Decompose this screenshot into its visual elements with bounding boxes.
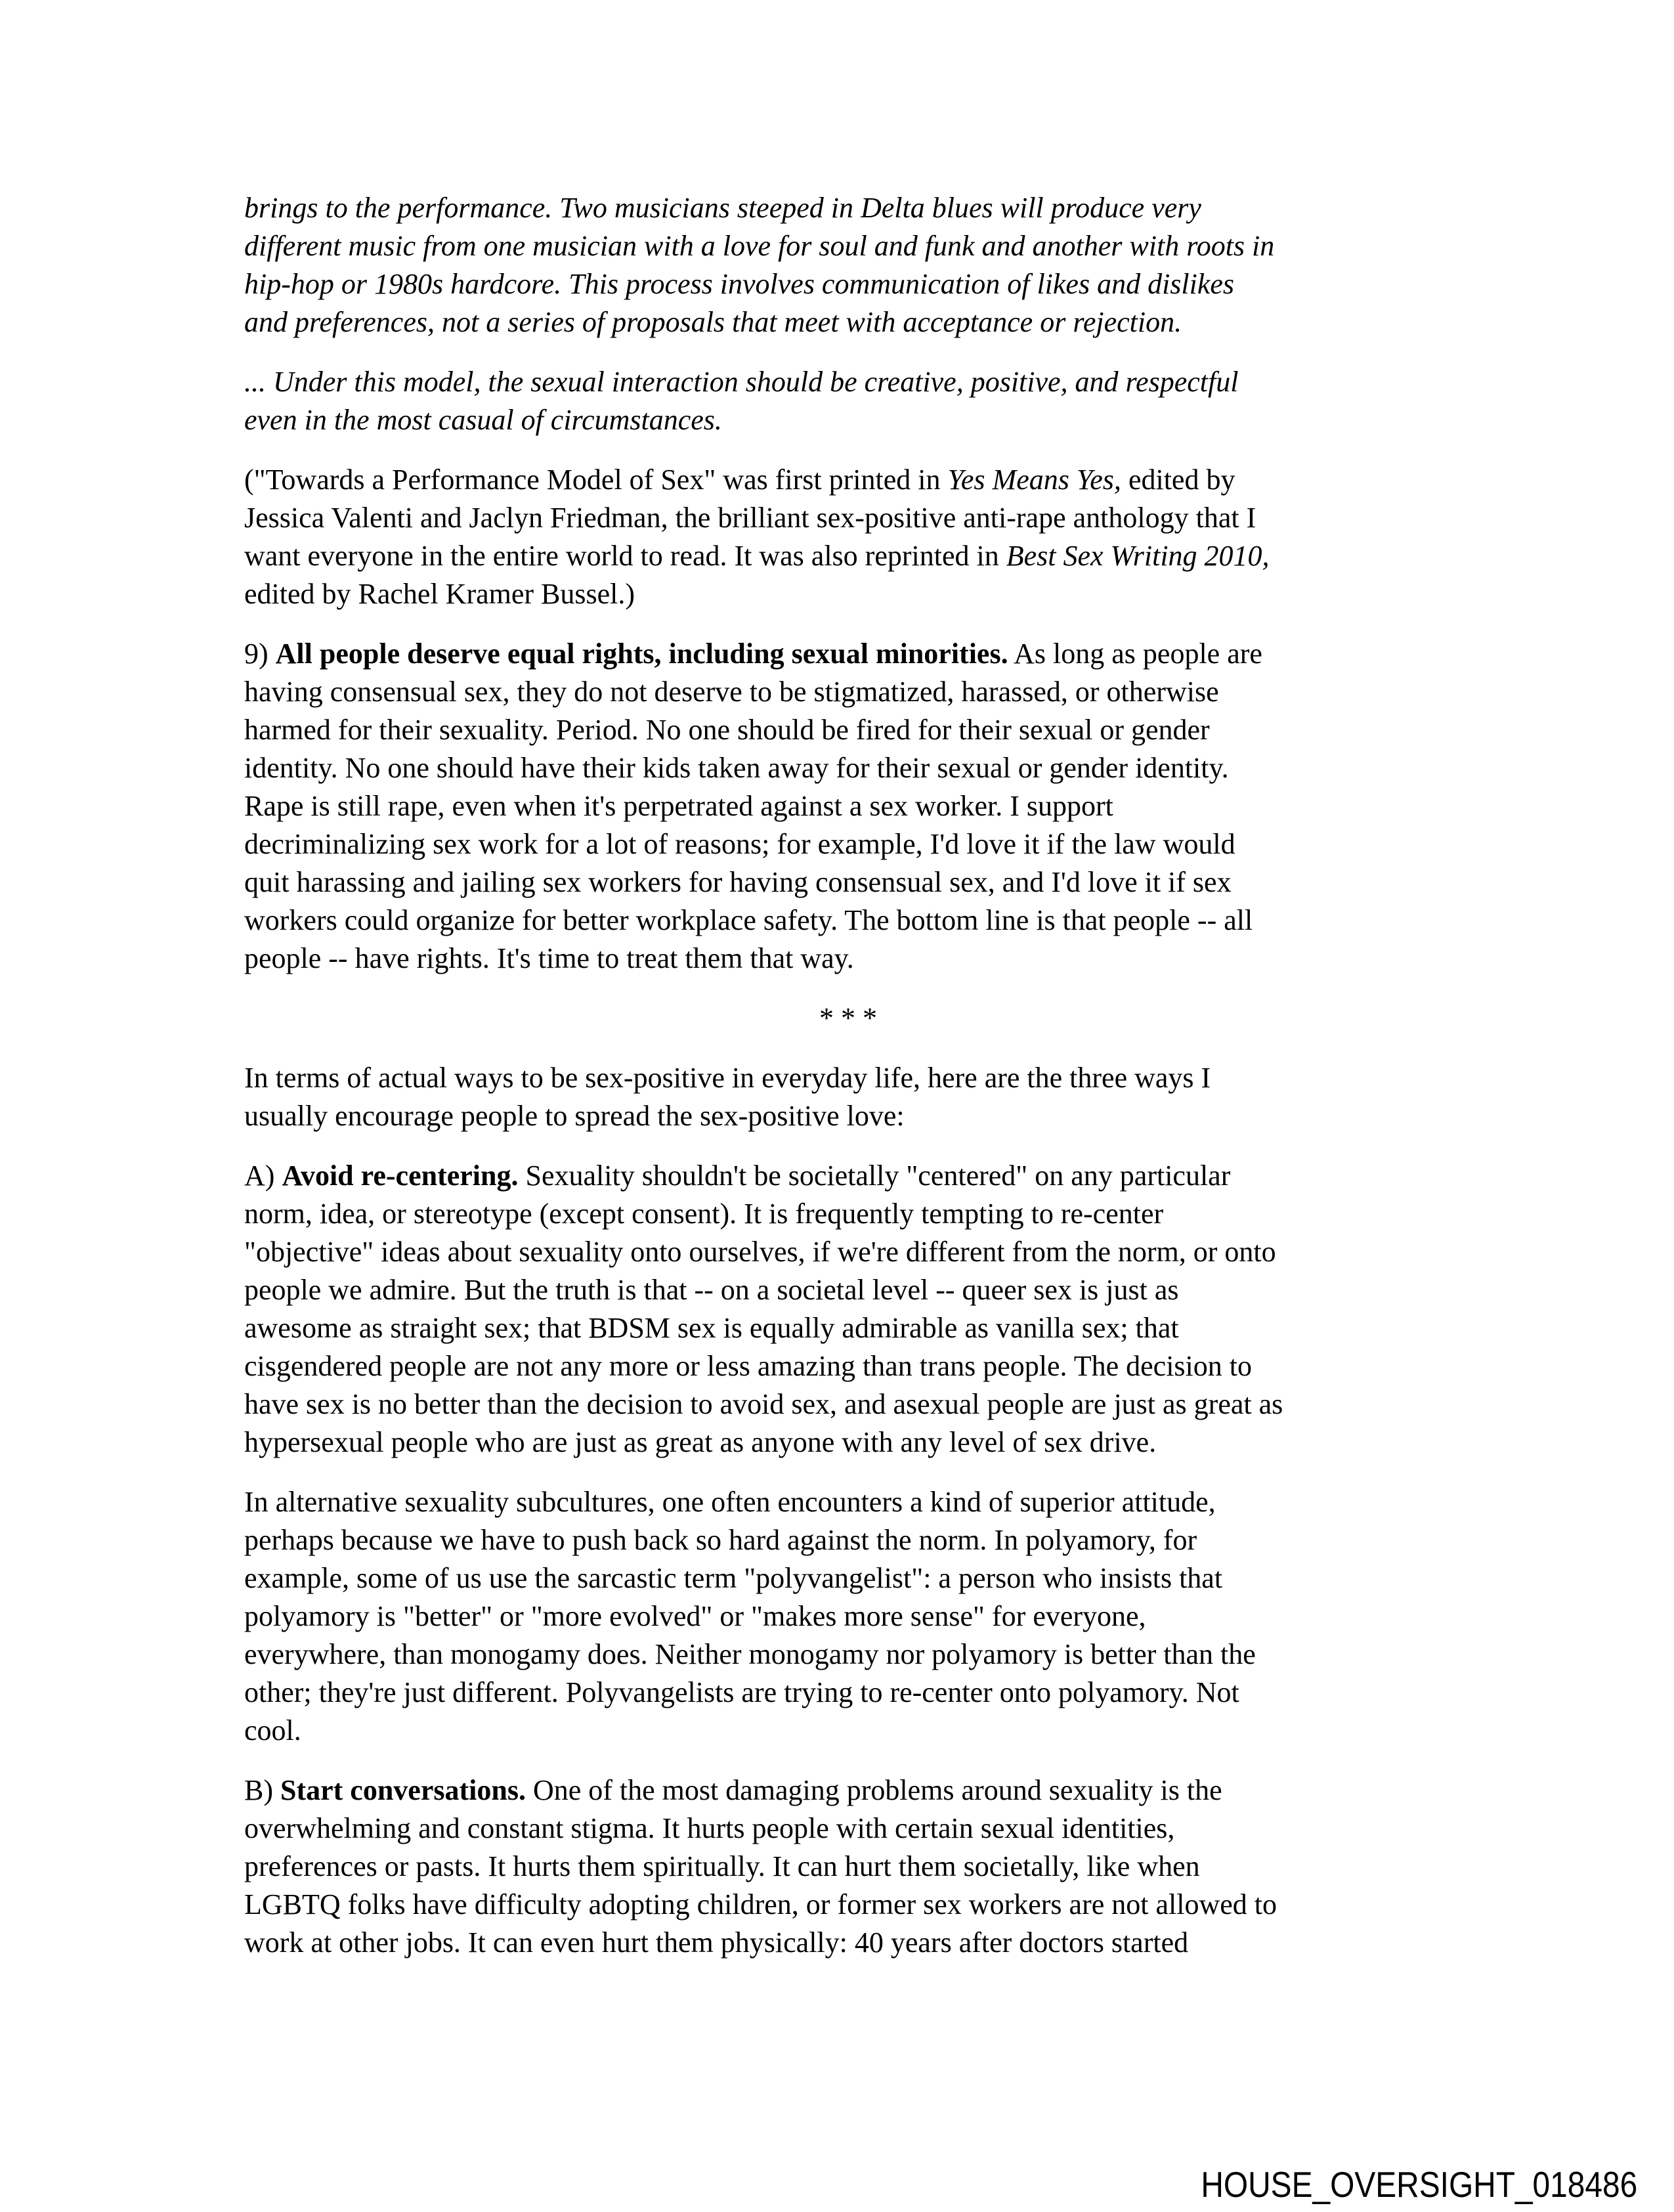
text-run: * * *	[819, 1002, 877, 1034]
italic-text-run: different music from one musician with a love for soul and funk and another with roots in	[244, 230, 1275, 262]
text-line	[244, 940, 1452, 978]
bold-text-run: All people deserve equal rights, including sexual minorities.	[275, 638, 1008, 670]
text-run: Jessica Valenti and Jaclyn Friedman, the brilliant sex-positive anti-rape anthology that I	[244, 502, 1256, 534]
text-run: quit harassing and jailing sex workers for having consensual sex, and I'd love it if sex	[244, 866, 1232, 898]
text-line	[244, 901, 1452, 940]
text-run: edited by Rachel Kramer Bussel.)	[244, 578, 635, 610]
text-run: perhaps because we have to push back so hard against the norm. In polyamory, for	[244, 1524, 1197, 1556]
bates-number: HOUSE_OVERSIGHT_018486	[1201, 2164, 1637, 2205]
text-run: hypersexual people who are just as great as anyone with any level of sex drive.	[244, 1426, 1157, 1458]
text-run: people we admire. But the truth is that -- on a societal level -- queer sex is just as	[244, 1274, 1179, 1306]
text-run: Rape is still rape, even when it's perpetrated against a sex worker. I support	[244, 790, 1113, 822]
text-line	[244, 575, 1452, 613]
text-line	[244, 1157, 1452, 1195]
text-line	[244, 749, 1452, 787]
text-line	[244, 1771, 1452, 1810]
text-run: Sexuality shouldn't be societally "centered" on any particular	[518, 1160, 1231, 1192]
text-run: having consensual sex, they do not deserve to be stigmatized, harassed, or otherwise	[244, 676, 1219, 708]
italic-text-run: brings to the performance. Two musicians steeped in Delta blues will produce very	[244, 192, 1201, 224]
italic-text-run: Best Sex Writing 2010,	[1006, 540, 1270, 572]
paragraph-three-ways-intro	[244, 1059, 1452, 1135]
paragraph-alternative-subcultures	[244, 1483, 1452, 1750]
text-line	[244, 1423, 1452, 1462]
paragraph-performance-model-quote-2	[244, 363, 1452, 439]
text-run: As long as people are	[1008, 638, 1262, 670]
text-run: example, some of us use the sarcastic term "polyvangelist": a person who insists that	[244, 1562, 1223, 1594]
paragraph-citation	[244, 461, 1452, 613]
text-line	[244, 711, 1452, 749]
text-run: have sex is no better than the decision to avoid sex, and asexual people are just as great as	[244, 1388, 1283, 1420]
text-line	[244, 363, 1452, 401]
text-run: overwhelming and constant stigma. It hurts people with certain sexual identities,	[244, 1812, 1175, 1844]
text-run: In alternative sexuality subcultures, one often encounters a kind of superior attitude,	[244, 1486, 1216, 1518]
bold-text-run: Avoid re-centering.	[282, 1160, 519, 1192]
paragraph-point-a-avoid-recentering	[244, 1157, 1452, 1462]
text-line	[244, 1674, 1452, 1712]
text-run: norm, idea, or stereotype (except consent). It is frequently tempting to re-center	[244, 1198, 1164, 1230]
text-run: One of the most damaging problems around sexuality is the	[525, 1774, 1222, 1806]
text-run: edited by	[1121, 464, 1235, 496]
text-run: 9)	[244, 638, 276, 670]
text-line	[244, 1233, 1452, 1271]
text-line	[244, 1924, 1452, 1962]
paragraph-performance-model-quote-1	[244, 189, 1452, 341]
text-line	[244, 499, 1452, 537]
text-line	[244, 1810, 1452, 1848]
italic-text-run: even in the most casual of circumstances.	[244, 404, 722, 436]
text-line	[244, 189, 1452, 227]
italic-text-run: hip-hop or 1980s hardcore. This process involves communication of likes and dislikes	[244, 268, 1235, 300]
text-line	[244, 1059, 1452, 1097]
text-line	[244, 787, 1452, 825]
text-line	[244, 825, 1452, 863]
text-line	[244, 1886, 1452, 1924]
text-run: "objective" ideas about sexuality onto ourselves, if we're different from the norm, or onto	[244, 1236, 1276, 1268]
text-run: work at other jobs. It can even hurt them physically: 40 years after doctors started	[244, 1926, 1189, 1959]
text-run: workers could organize for better workplace safety. The bottom line is that people -- all	[244, 904, 1253, 936]
document-body	[244, 189, 1452, 1984]
text-line	[244, 1309, 1452, 1347]
text-run: harmed for their sexuality. Period. No one should be fired for their sexual or gender	[244, 714, 1210, 746]
text-run: LGBTQ folks have difficulty adopting children, or former sex workers are not allowed to	[244, 1888, 1277, 1920]
italic-text-run: ... Under this model, the sexual interaction should be creative, positive, and respectful	[244, 366, 1239, 398]
text-line	[244, 1195, 1452, 1233]
text-line	[244, 227, 1452, 265]
text-line	[244, 461, 1452, 499]
text-line	[244, 1271, 1452, 1309]
text-line	[244, 265, 1452, 303]
text-run: everywhere, than monogamy does. Neither monogamy nor polyamory is better than the	[244, 1638, 1256, 1670]
text-run: want everyone in the entire world to read. It was also reprinted in	[244, 540, 1006, 572]
text-line	[244, 673, 1452, 711]
paragraph-point-9-equal-rights	[244, 635, 1452, 978]
text-run: cool.	[244, 1714, 301, 1746]
text-run: decriminalizing sex work for a lot of reasons; for example, I'd love it if the law would	[244, 828, 1235, 860]
text-line	[244, 999, 1452, 1037]
text-line	[244, 1385, 1452, 1423]
text-line	[244, 537, 1452, 575]
text-line	[244, 1483, 1452, 1521]
bold-text-run: Start conversations.	[280, 1774, 526, 1806]
text-line	[244, 303, 1452, 341]
text-run: other; they're just different. Polyvangelists are trying to re-center onto polyamory. Not	[244, 1676, 1239, 1708]
text-line	[244, 635, 1452, 673]
text-line	[244, 401, 1452, 439]
text-line	[244, 863, 1452, 901]
text-line	[244, 1347, 1452, 1385]
italic-text-run: Yes Means Yes,	[947, 464, 1121, 496]
italic-text-run: and preferences, not a series of proposals that meet with acceptance or rejection.	[244, 306, 1182, 338]
text-run: preferences or pasts. It hurts them spiritually. It can hurt them societally, like when	[244, 1850, 1200, 1882]
text-run: ("Towards a Performance Model of Sex" was first printed in	[244, 464, 948, 496]
text-run: polyamory is "better" or "more evolved" or "makes more sense" for everyone,	[244, 1600, 1146, 1632]
text-run: In terms of actual ways to be sex-positive in everyday life, here are the three ways I	[244, 1062, 1211, 1094]
text-line	[244, 1521, 1452, 1559]
text-run: identity. No one should have their kids taken away for their sexual or gender identity.	[244, 752, 1229, 784]
text-run: A)	[244, 1160, 282, 1192]
text-line	[244, 1712, 1452, 1750]
text-line	[244, 1559, 1452, 1597]
text-line	[244, 1636, 1452, 1674]
text-run: people -- have rights. It's time to treat them that way.	[244, 942, 854, 974]
text-line	[244, 1097, 1452, 1135]
text-run: awesome as straight sex; that BDSM sex is equally admirable as vanilla sex; that	[244, 1312, 1179, 1344]
text-line	[244, 1848, 1452, 1886]
text-run: B)	[244, 1774, 280, 1806]
paragraph-section-break-asterisks	[244, 999, 1452, 1037]
text-run: cisgendered people are not any more or less amazing than trans people. The decision to	[244, 1350, 1252, 1382]
text-line	[244, 1597, 1452, 1636]
text-run: usually encourage people to spread the sex-positive love:	[244, 1100, 905, 1132]
paragraph-point-b-start-conversations	[244, 1771, 1452, 1962]
